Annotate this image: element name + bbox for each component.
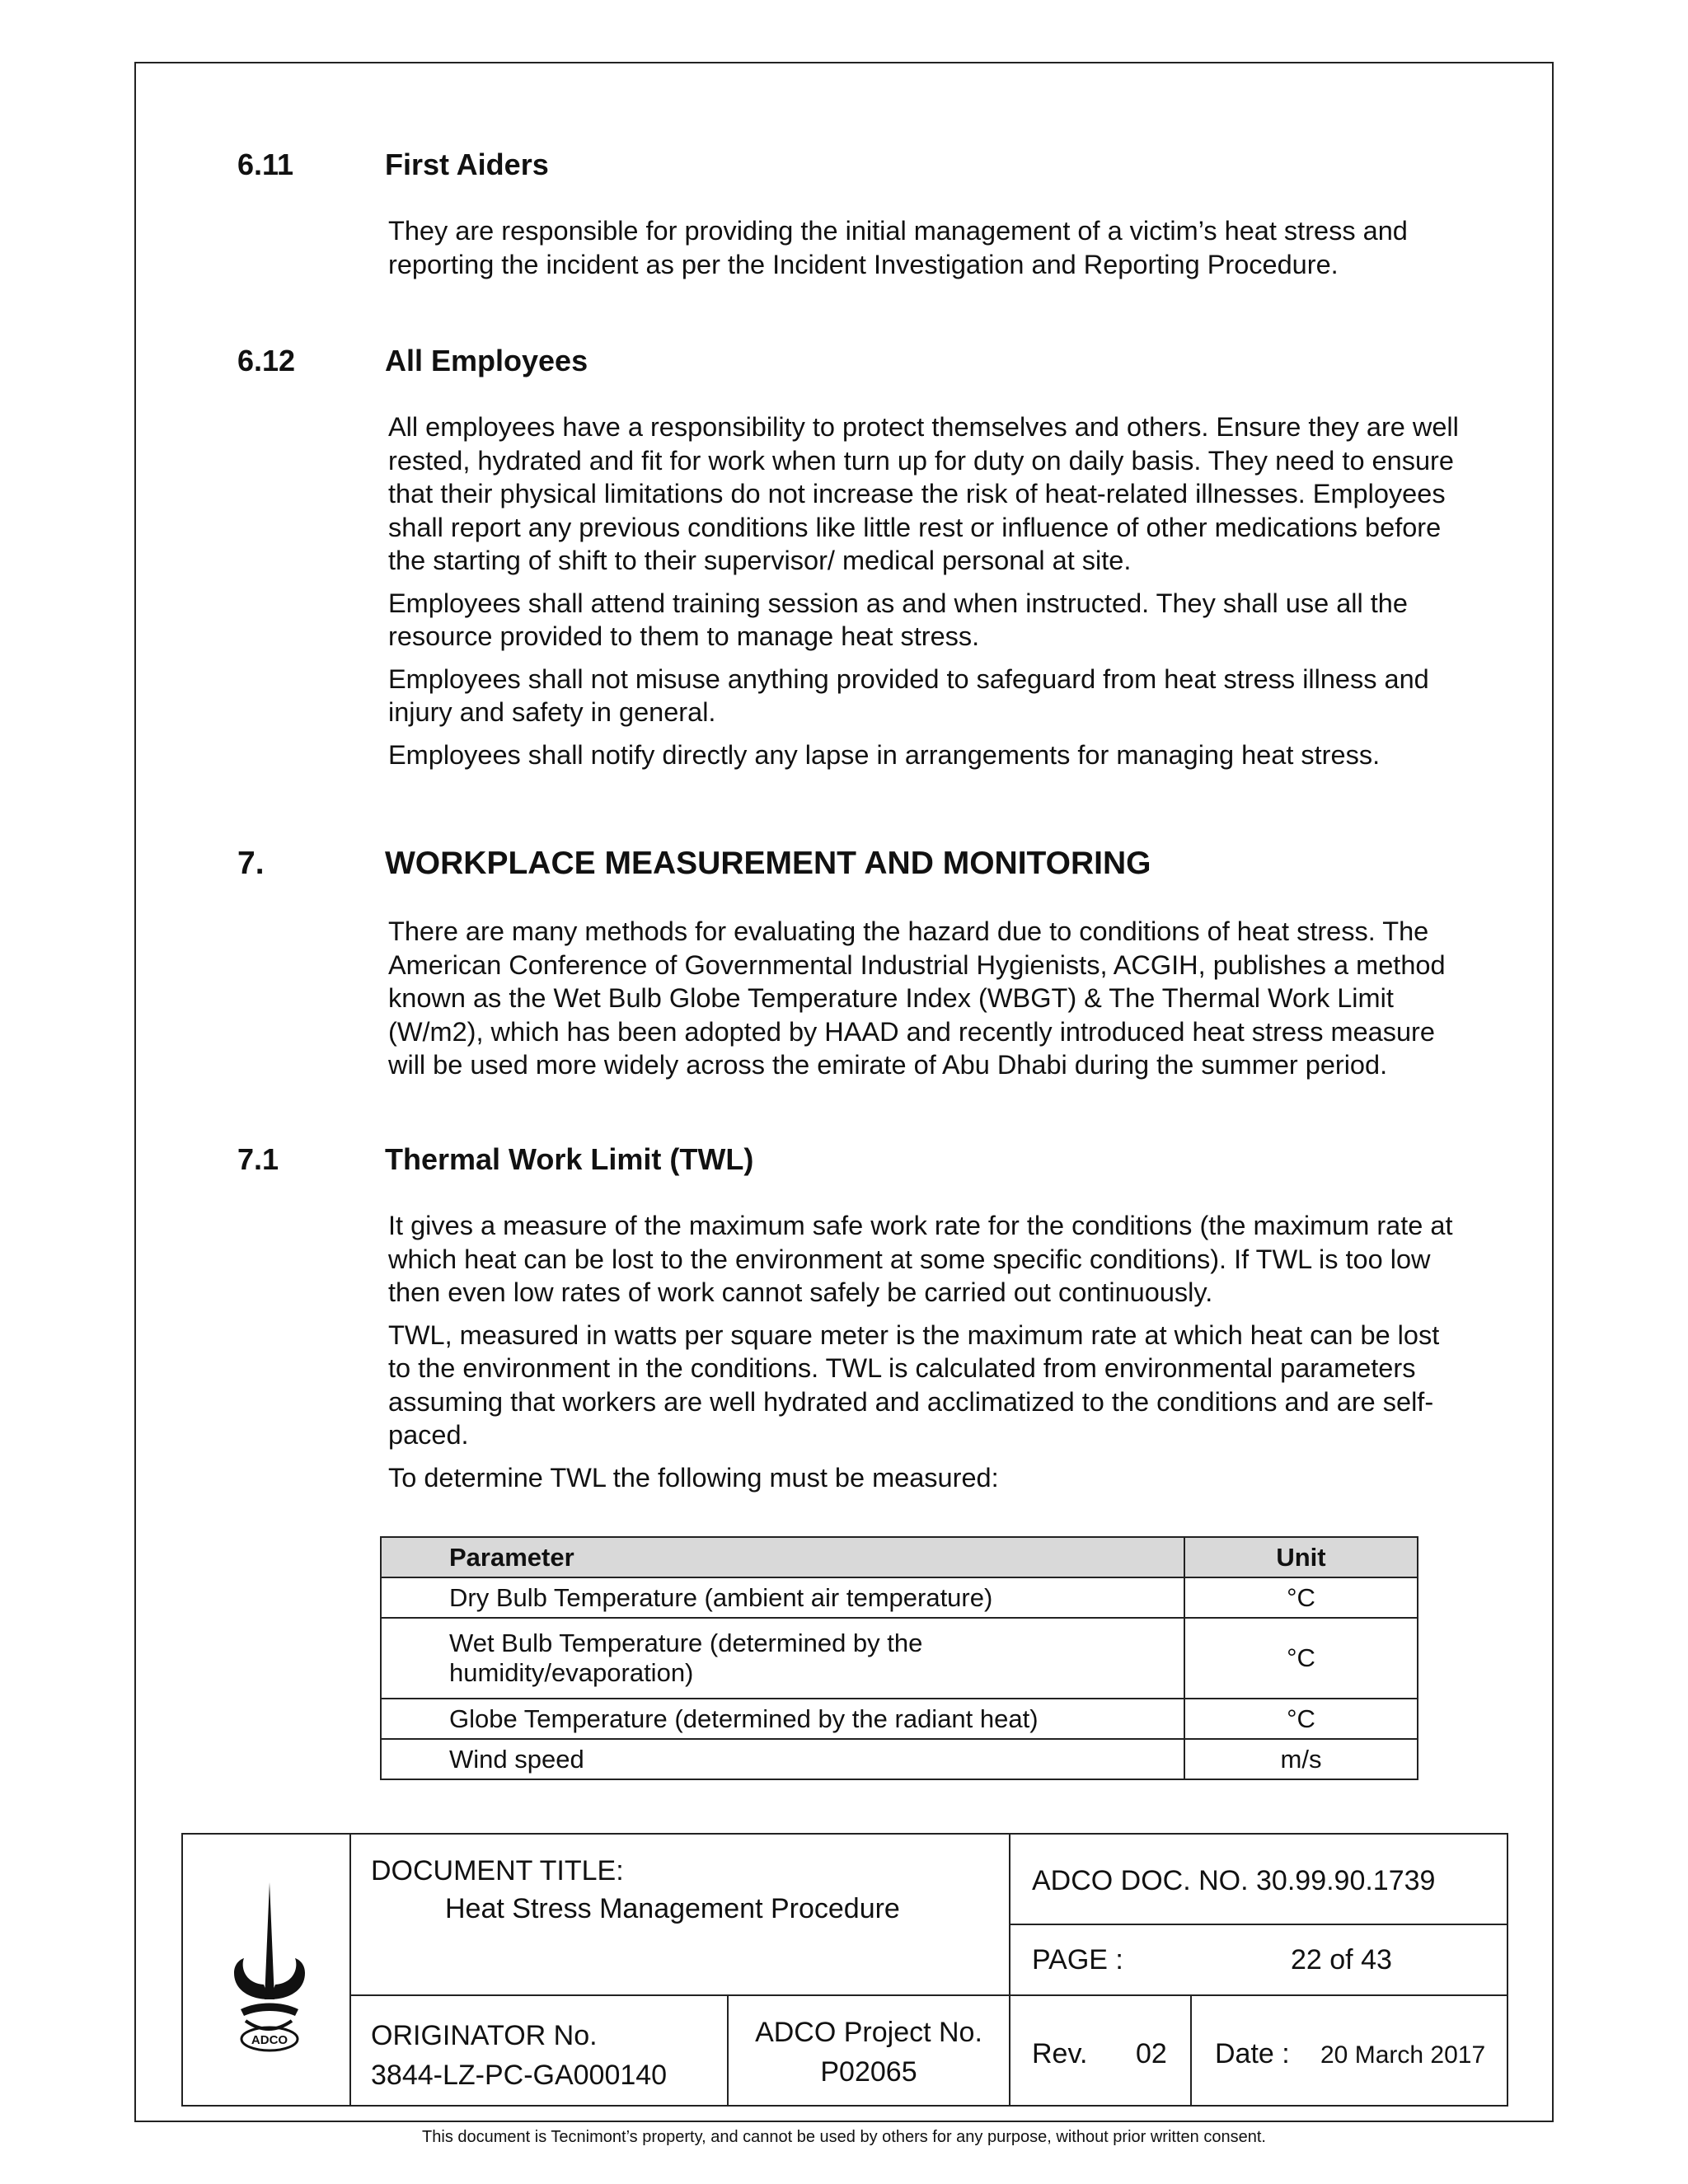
table-row <box>381 1618 1418 1699</box>
table-row <box>381 1699 1418 1739</box>
project-label: ADCO Project No. <box>755 2017 982 2048</box>
section-body-first-aiders <box>388 214 1460 281</box>
page-frame <box>134 62 1554 2122</box>
paragraph: Employees shall attend training session as and when instructed. They shall use all the resource provided to them to manage heat stress. <box>388 588 1408 651</box>
section-number-6-11: 6.11 <box>237 148 294 181</box>
table-cell: °C <box>1184 1577 1418 1618</box>
paragraph: TWL, measured in watts per square meter is the maximum rate at which heat can be lost to the environment in the conditions. TWL is calculated from environmental parameters assuming that workers are well hydrated and acclimatized to the conditions and are self-paced. <box>388 1319 1440 1450</box>
section-title-thermal-work-limit: Thermal Work Limit (TWL) <box>385 1142 754 1176</box>
section-title-workplace-measurement: WORKPLACE MEASUREMENT AND MONITORING <box>385 846 1151 881</box>
section-number-7: 7. <box>237 846 265 881</box>
paragraph: To determine TWL the following must be measured: <box>388 1462 999 1493</box>
rev-label: Rev. <box>1032 2038 1088 2069</box>
table-cell: m/s <box>1184 1739 1418 1779</box>
table-cell: Wet Bulb Temperature (determined by the humidity/evaporation) <box>381 1618 1184 1699</box>
paragraph: There are many methods for evaluating the hazard due to conditions of heat stress. The American Conference of Governmental Industrial Hygienists, ACGIH, publishes a method known as the Wet Bulb Globe Temperature Index (WBGT) & The Thermal Work Limit (W/m2), which has been adopted by HAAD and recently introduced heat stress measure will be used more widely across the emirate of Abu Dhabi during the summer period. <box>388 916 1446 1080</box>
section-number-7-1: 7.1 <box>237 1142 279 1176</box>
originator-value: 3844-LZ-PC-GA000140 <box>371 2060 668 2091</box>
section-body-thermal-work-limit <box>388 1209 1460 1494</box>
document-footer <box>181 1833 1508 2107</box>
page-label: PAGE : <box>1032 1944 1123 1975</box>
paragraph: Employees shall notify directly any lapse in arrangements for managing heat stress. <box>388 739 1381 770</box>
section-title-all-employees: All Employees <box>385 344 588 377</box>
paragraph: Employees shall not misuse anything provided to safeguard from heat stress illness and injury and safety in general. <box>388 663 1429 727</box>
svg-text:ADCO: ADCO <box>251 2033 288 2047</box>
date-value: 20 March 2017 <box>1320 2041 1486 2069</box>
paragraph: They are responsible for providing the initial management of a victim’s heat stress and reporting the incident as per the Incident Investigation and Reporting Procedure. <box>388 216 1408 279</box>
project-value: P02065 <box>820 2056 917 2088</box>
section-body-all-employees <box>388 410 1460 771</box>
adco-logo-icon <box>216 1876 323 2074</box>
table-row <box>381 1577 1418 1618</box>
doc-number: ADCO DOC. NO. 30.99.90.1739 <box>1032 1865 1436 1896</box>
table-cell: Globe Temperature (determined by the radiant heat) <box>381 1699 1184 1739</box>
parameter-table <box>380 1536 1418 1780</box>
column-header-unit: Unit <box>1184 1537 1418 1577</box>
table-cell: °C <box>1184 1618 1418 1699</box>
paragraph: All employees have a responsibility to protect themselves and others. Ensure they are well rested, hydrated and fit for work when turn up for duty on daily basis. They need to ensure that their physical limitations do not increase the risk of heat-related illnesses. Employees shall report any previous conditions like little rest or influence of other medications before the starting of shift to their supervisor/ medical personal at site. <box>388 412 1459 575</box>
rev-value: 02 <box>1136 2038 1167 2069</box>
document-title-label: DOCUMENT TITLE: <box>371 1855 624 1886</box>
section-number-6-12: 6.12 <box>237 344 296 377</box>
section-title-first-aiders: First Aiders <box>385 148 549 181</box>
document-title: Heat Stress Management Procedure <box>445 1893 900 1924</box>
disclaimer: This document is Tecnimont’s property, and cannot be used by others for any purpose, without prior written consent. <box>422 2128 1266 2146</box>
originator-label: ORIGINATOR No. <box>371 2020 598 2051</box>
table-row <box>381 1739 1418 1779</box>
page-value: 22 of 43 <box>1291 1944 1392 1975</box>
section-body-workplace-measurement <box>388 915 1460 1082</box>
column-header-parameter: Parameter <box>381 1537 1184 1577</box>
table-header-row <box>381 1537 1418 1577</box>
table-cell: °C <box>1184 1699 1418 1739</box>
paragraph: It gives a measure of the maximum safe work rate for the conditions (the maximum rate at which heat can be lost to the environment at some specific conditions). If TWL is too low then even low rates of work cannot safely be carried out continuously. <box>388 1211 1453 1307</box>
table-cell: Dry Bulb Temperature (ambient air temperature) <box>381 1577 1184 1618</box>
date-label: Date : <box>1215 2038 1290 2069</box>
adco-logo <box>216 1876 323 2074</box>
table-cell: Wind speed <box>381 1739 1184 1779</box>
